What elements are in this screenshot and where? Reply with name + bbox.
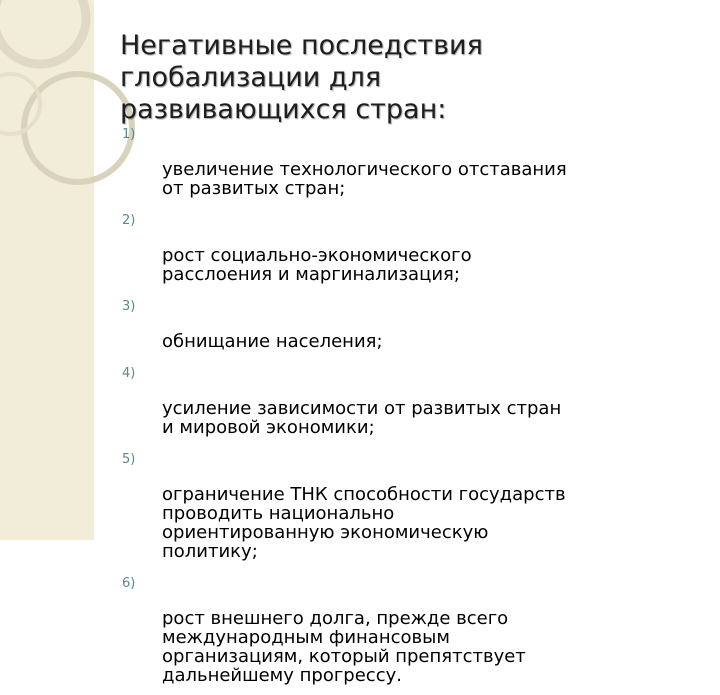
list-item-text: ограничение ТНК способности государств проводить национально ориентированную экономическую политику; [162, 484, 566, 562]
list-item [122, 447, 702, 561]
list-item-text: увеличение технологического отставания от развитых стран; [162, 159, 567, 199]
list-item-number: 6) [122, 576, 136, 591]
list-item-number: 5) [122, 452, 136, 467]
list-item-text: рост внешнего долга, прежде всего международным финансовым организациям, который препятствует дальнейшему прогрессу. [162, 608, 526, 686]
list-item-text: обнищание населения; [162, 331, 383, 352]
list-item [122, 571, 702, 685]
decorative-side-panel [0, 0, 94, 540]
consequences-list [122, 122, 702, 695]
list-item-text: усиление зависимости от развитых стран и мировой экономики; [162, 398, 562, 438]
list-item-number: 4) [122, 366, 136, 381]
list-item-number: 1) [122, 127, 136, 142]
list-item-number: 2) [122, 213, 136, 228]
list-item-text: рост социально-экономического расслоения и маргинализация; [162, 245, 472, 285]
list-item [122, 208, 702, 284]
decorative-rings-graphic [0, 0, 140, 200]
list-item-number: 3) [122, 299, 136, 314]
slide-title: Негативные последствия глобализации для развивающихся стран: [120, 30, 483, 125]
list-item [122, 361, 702, 437]
list-item [122, 122, 702, 198]
list-item [122, 294, 702, 351]
